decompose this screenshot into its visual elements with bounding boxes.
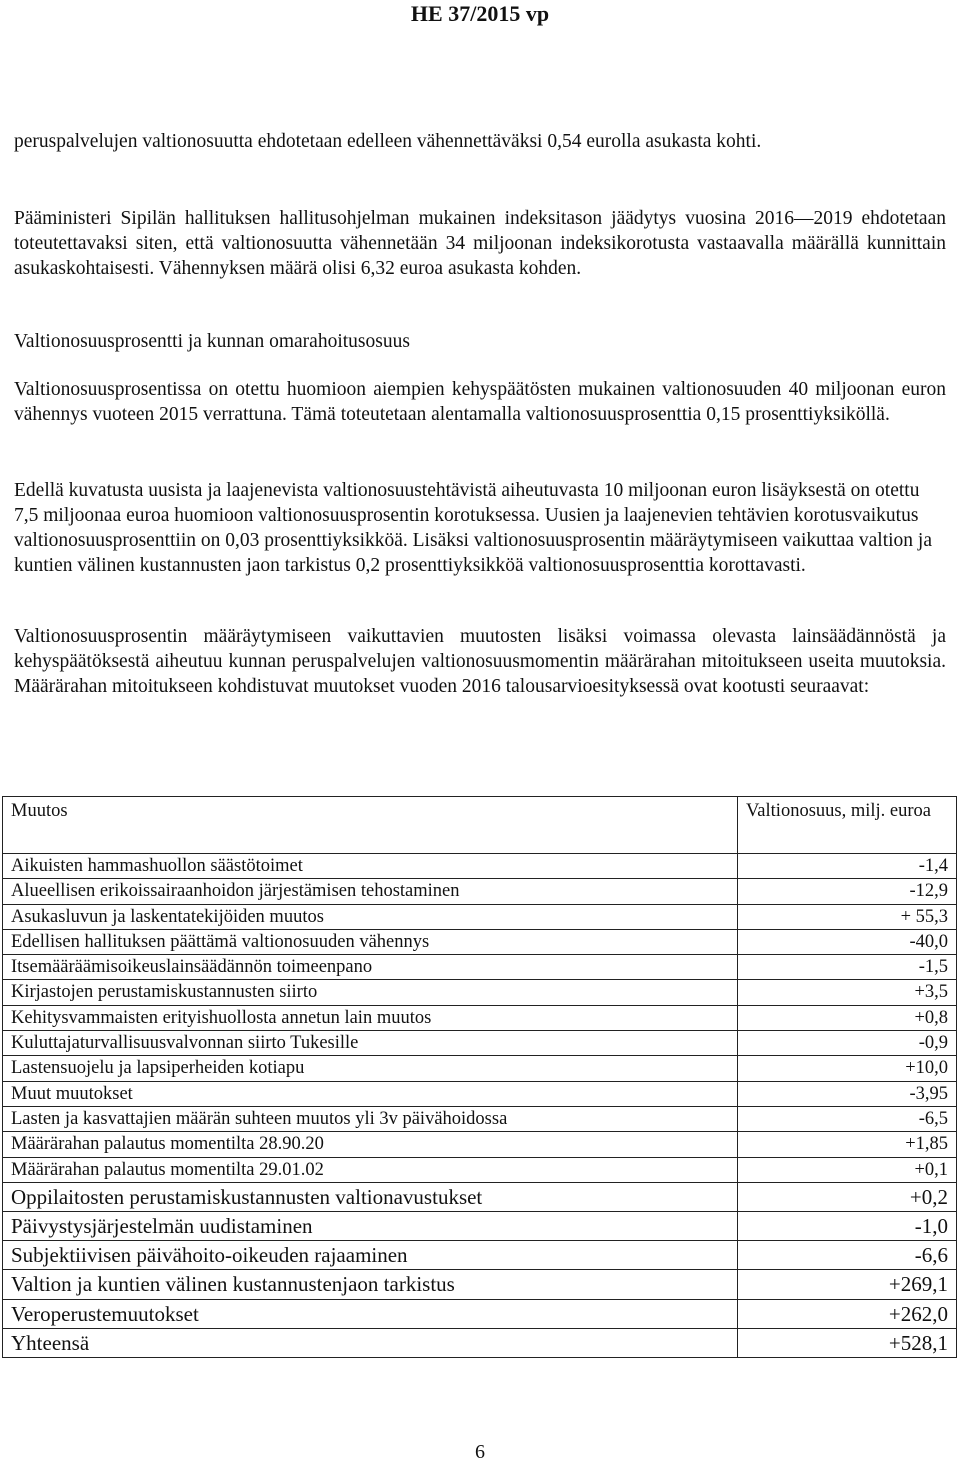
table-row xyxy=(3,1299,957,1328)
row-label: Määrärahan palautus momentilta 29.01.02 xyxy=(3,1157,738,1182)
document-header: HE 37/2015 vp xyxy=(410,1,550,26)
row-label: Subjektiivisen päivähoito-oikeuden rajaaminen xyxy=(3,1241,738,1270)
table-row xyxy=(3,854,957,879)
row-value: -3,95 xyxy=(738,1081,957,1106)
column-header-value: Valtionosuus, milj. euroa xyxy=(738,797,957,854)
row-label: Lastensuojelu ja lapsiperheiden kotiapu xyxy=(3,1056,738,1081)
table-row xyxy=(3,1212,957,1241)
paragraph-new-tasks: Edellä kuvatusta uusista ja laajenevista valtionosuustehtävistä aiheutuvasta 10 miljoonan euron lisäyksestä on otettu 7,5 miljoonaa euroa huomioon valtionosuusprosentin korotuksessa. Uusien ja laajenevien tehtävien korotusvaikutus valtionosuusprosenttiin on 0,03 prosenttiyksikköä. Lisäksi valtionosuusprosentin määräytymiseen vaikuttaa valtion ja kuntien välinen kustannusten jaon tarkistus 0,2 prosenttiyksikköä valtionosuusprosenttia korottavasti. xyxy=(14,480,932,576)
row-label: Kirjastojen perustamiskustannusten siirto xyxy=(3,980,738,1005)
changes-table xyxy=(2,796,957,1358)
row-label: Veroperustemuutokset xyxy=(3,1299,738,1328)
table-row xyxy=(3,1328,957,1357)
row-value: -1,5 xyxy=(738,955,957,980)
row-value: -40,0 xyxy=(738,929,957,954)
row-value: -12,9 xyxy=(738,879,957,904)
table-row xyxy=(3,1132,957,1157)
row-label: Valtion ja kuntien välinen kustannustenjaon tarkistus xyxy=(3,1270,738,1299)
table-row xyxy=(3,1157,957,1182)
table-row xyxy=(3,980,957,1005)
row-label: Asukasluvun ja laskentatekijöiden muutos xyxy=(3,904,738,929)
row-label: Oppilaitosten perustamiskustannusten valtionavustukset xyxy=(3,1182,738,1211)
row-label: Edellisen hallituksen päättämä valtionosuuden vähennys xyxy=(3,929,738,954)
table-row xyxy=(3,1241,957,1270)
row-value: -6,6 xyxy=(738,1241,957,1270)
row-value: +0,8 xyxy=(738,1005,957,1030)
table-row xyxy=(3,1005,957,1030)
table-row xyxy=(3,1270,957,1299)
row-value: +10,0 xyxy=(738,1056,957,1081)
row-value: -1,4 xyxy=(738,854,957,879)
row-label: Kuluttajaturvallisuusvalvonnan siirto Tukesille xyxy=(3,1031,738,1056)
row-value: -0,9 xyxy=(738,1031,957,1056)
column-header-change: Muutos xyxy=(3,797,738,854)
table-row xyxy=(3,929,957,954)
row-value: +0,1 xyxy=(738,1157,957,1182)
table-row xyxy=(3,1056,957,1081)
table-row xyxy=(3,955,957,980)
row-value: +1,85 xyxy=(738,1132,957,1157)
table-row xyxy=(3,1081,957,1106)
table-row xyxy=(3,904,957,929)
table-row xyxy=(3,1182,957,1211)
paragraph-index-freeze: Pääministeri Sipilän hallituksen hallitusohjelman mukainen indeksitason jäädytys vuosina 2016—2019 ehdotetaan toteutettavaksi siten, että valtionosuutta vähennetään 34 miljoonan indeksikorotusta vastaavalla määrällä kunnittain asukaskohtaisesti. Vähennyksen määrä olisi 6,32 euroa asukasta kohden. xyxy=(14,208,946,279)
row-value: +3,5 xyxy=(738,980,957,1005)
row-value: -1,0 xyxy=(738,1212,957,1241)
row-label: Yhteensä xyxy=(3,1328,738,1357)
row-value: +0,2 xyxy=(738,1182,957,1211)
row-value: +269,1 xyxy=(738,1270,957,1299)
page-number: 6 xyxy=(475,1441,485,1463)
paragraph-appropriation: Valtionosuusprosentin määräytymiseen vaikuttavien muutosten lisäksi voimassa olevasta lainsäädännöstä ja kehyspäätöksestä aiheutuu kunnan peruspalvelujen valtionosuusmomentin määrärahan mitoitukseen useita muutoksia. Määrärahan mitoitukseen kohdistuvat muutokset vuoden 2016 talousarvioesityksessä ovat kootusti seuraavat: xyxy=(14,626,946,697)
row-label: Lasten ja kasvattajien määrän suhteen muutos yli 3v päivähoidossa xyxy=(3,1106,738,1131)
row-label: Itsemääräämisoikeuslainsäädännön toimeenpano xyxy=(3,955,738,980)
row-value: + 55,3 xyxy=(738,904,957,929)
section-heading: Valtionosuusprosentti ja kunnan omarahoitusosuus xyxy=(14,331,410,352)
table-row xyxy=(3,1031,957,1056)
row-label: Alueellisen erikoissairaanhoidon järjestämisen tehostaminen xyxy=(3,879,738,904)
table-row xyxy=(3,1106,957,1131)
row-label: Muut muutokset xyxy=(3,1081,738,1106)
table-header-row xyxy=(3,797,957,854)
row-label: Aikuisten hammashuollon säästötoimet xyxy=(3,854,738,879)
table-row xyxy=(3,879,957,904)
row-value: +262,0 xyxy=(738,1299,957,1328)
row-value: +528,1 xyxy=(738,1328,957,1357)
row-label: Kehitysvammaisten erityishuollosta annetun lain muutos xyxy=(3,1005,738,1030)
row-value: -6,5 xyxy=(738,1106,957,1131)
row-label: Päivystysjärjestelmän uudistaminen xyxy=(3,1212,738,1241)
row-label: Määrärahan palautus momentilta 28.90.20 xyxy=(3,1132,738,1157)
paragraph-intro: peruspalvelujen valtionosuutta ehdotetaan edelleen vähennettäväksi 0,54 eurolla asukasta kohti. xyxy=(14,131,762,152)
paragraph-percentage: Valtionosuusprosentissa on otettu huomioon aiempien kehyspäätösten mukainen valtionosuuden 40 miljoonan euron vähennys vuoteen 2015 verrattuna. Tämä toteutetaan alentamalla valtionosuusprosenttia 0,15 prosenttiyksiköllä. xyxy=(14,379,946,425)
